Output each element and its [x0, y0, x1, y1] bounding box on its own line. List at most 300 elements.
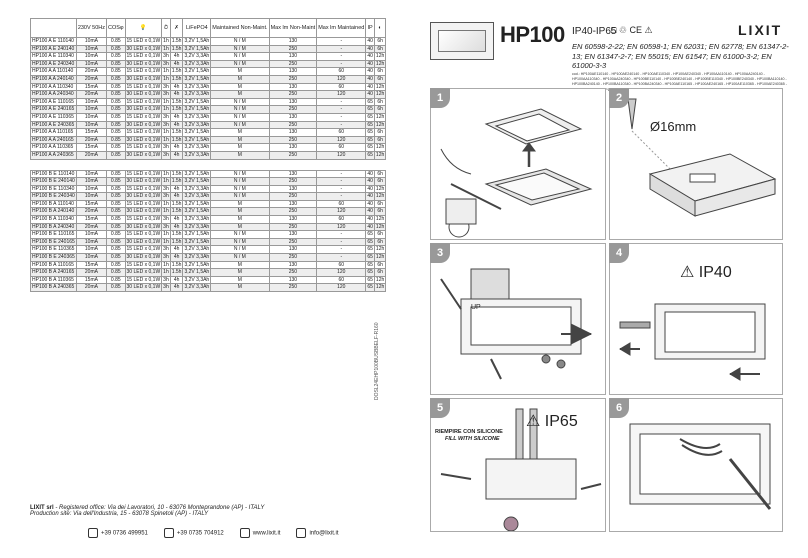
table-cell: 3h	[163, 60, 169, 67]
separator-cell	[31, 159, 386, 170]
table-cell: 120	[317, 223, 366, 231]
table-cell: 1.5h	[171, 106, 182, 113]
table-cell: 0.85	[107, 208, 126, 216]
table-cell: 10mA	[76, 53, 106, 61]
table-cell: 0.85	[107, 223, 126, 231]
table-row	[31, 144, 386, 152]
table-cell: 1.5h	[171, 136, 182, 143]
table-cell: 120	[317, 136, 366, 144]
table-row	[31, 238, 386, 246]
col-voltage: 230V 50Hz	[76, 19, 106, 38]
table-cell: -	[317, 178, 366, 186]
table-cell: 130	[269, 98, 317, 106]
spec-header-row	[31, 19, 386, 38]
table-cell: 250	[269, 193, 317, 201]
table-cell: 1.5h	[171, 238, 182, 245]
table-cell: 30 LED x 0,1W	[126, 121, 161, 128]
table-cell: 12h	[375, 83, 385, 90]
table-cell: 120	[317, 75, 366, 83]
table-cell: 6h	[374, 38, 385, 46]
table-cell: 6h	[374, 170, 385, 178]
table-cell: 3h	[163, 216, 169, 223]
table-cell: 65	[367, 121, 373, 128]
table-cell: HP100 A A 240365	[31, 151, 77, 159]
table-cell: 6h	[374, 98, 385, 106]
table-cell: 40	[367, 200, 373, 207]
table-cell: 3h	[163, 246, 169, 253]
table-cell: 6h	[374, 261, 385, 269]
table-cell: 3,2V 1,5Ah	[184, 129, 210, 136]
table-cell: 10mA	[76, 246, 106, 254]
table-cell: 250	[269, 238, 317, 246]
table-cell: N / M	[211, 185, 269, 193]
table-cell: -	[317, 45, 366, 53]
table-cell: 0.85	[107, 144, 126, 152]
table-cell: 12h	[375, 185, 385, 192]
table-cell: N / M	[211, 121, 269, 129]
table-cell: -	[317, 60, 366, 68]
contacts	[88, 528, 339, 538]
table-cell: 130	[269, 261, 317, 269]
table-row	[31, 284, 386, 292]
table-cell: 15 LED x 0,1W	[126, 216, 161, 223]
table-cell: 1.5h	[171, 38, 182, 44]
table-cell: 4h	[170, 83, 183, 91]
table-cell: 250	[269, 254, 317, 262]
brand-logo: LIXIT	[738, 22, 783, 38]
table-cell: 10mA	[76, 170, 106, 178]
table-row	[31, 170, 386, 178]
table-cell: 1h	[163, 68, 169, 75]
table-cell: 3h	[163, 276, 169, 283]
table-cell: 3,2V 1,5Ah	[184, 231, 210, 238]
table-cell: 20mA	[76, 151, 106, 159]
col-cos: COSφ	[107, 19, 126, 38]
product-codes: cod.: HP100AE110140 - HP100AE240140 - HP100AE110340 - HP100AE240340 - HP100AA110140 - HP100AA240140 - HP100AA110340 - HP100AA240340 - HP100BE110140 - HP100BE240140 - HP100BE110340 - HP100BE240340 - HP100BA110140 - HP100BA240140 - HP100BA110340 - HP100BA240340 - HP100AE110165 - HP100AE240165 - HP100AE110365 - HP100AE240365 -	[572, 72, 787, 87]
table-row	[31, 45, 386, 53]
website[interactable]: www.lixit.it	[252, 530, 281, 537]
table-cell: 1h	[163, 238, 169, 245]
table-cell: HP100 B A 110140	[31, 200, 77, 208]
table-cell: -	[317, 113, 366, 121]
table-cell: 3,2V 1,5Ah	[184, 106, 210, 113]
table-cell: 1h	[163, 106, 169, 113]
table-row	[31, 178, 386, 186]
up-label: UP	[471, 304, 481, 311]
table-cell: 40	[367, 178, 373, 185]
table-cell: 1.5h	[171, 170, 182, 177]
table-cell: 10mA	[76, 45, 106, 53]
table-cell: 1h	[163, 208, 169, 215]
table-cell: HP100 A E 240340	[31, 60, 77, 68]
table-cell: N / M	[211, 193, 269, 201]
remove-diffuser-illustration	[431, 89, 605, 239]
table-cell: 1h	[163, 231, 169, 238]
table-cell: 4h	[170, 91, 183, 99]
table-cell: 250	[269, 269, 317, 277]
table-cell: 1.5h	[171, 200, 182, 207]
table-cell: N / M	[211, 254, 269, 262]
table-cell: 15 LED x 0,1W	[126, 231, 161, 238]
table-cell: 0.85	[107, 38, 126, 46]
table-cell: 65	[367, 269, 373, 276]
table-cell: 3h	[163, 53, 169, 60]
table-cell: 15 LED x 0,1W	[126, 113, 161, 120]
col-battery: LiFePO4	[183, 19, 211, 38]
table-cell: 40	[367, 170, 373, 177]
table-cell: 0.85	[107, 185, 126, 193]
table-cell: 1h	[163, 178, 169, 185]
step-number: 5	[430, 398, 450, 418]
table-row	[31, 151, 386, 159]
table-cell: 250	[269, 106, 317, 114]
table-cell: 60	[317, 68, 366, 76]
table-cell: -	[317, 238, 366, 246]
table-cell: 6h	[374, 136, 385, 144]
table-cell: 3,2V 3,3Ah	[184, 223, 210, 230]
table-cell: 6h	[374, 75, 385, 83]
table-cell: 130	[269, 129, 317, 137]
table-cell: 65	[367, 238, 373, 245]
table-cell: 65	[367, 151, 373, 158]
table-cell: 10mA	[76, 113, 106, 121]
table-row	[31, 106, 386, 114]
table-row	[31, 75, 386, 83]
table-row	[31, 83, 386, 91]
table-cell: 20mA	[76, 91, 106, 99]
wiring-illustration	[610, 399, 782, 531]
table-cell: 10mA	[76, 121, 106, 129]
table-cell: 65	[367, 231, 373, 238]
table-cell: 6h	[374, 231, 385, 239]
table-cell: 12h	[375, 60, 385, 67]
table-cell: 1.5h	[171, 129, 182, 136]
ip65-label: IP65	[544, 413, 578, 430]
cable-entry-ip65-illustration	[431, 399, 605, 531]
table-cell: 12h	[375, 151, 385, 158]
table-cell: 15mA	[76, 83, 106, 91]
table-row	[31, 185, 386, 193]
table-cell: 3,2V 3,3Ah	[184, 151, 210, 158]
table-cell: 40	[367, 208, 373, 215]
table-cell: 10mA	[76, 193, 106, 201]
table-row	[31, 246, 386, 254]
table-cell: 1h	[163, 261, 169, 268]
table-cell: 30 LED x 0,1W	[126, 193, 161, 200]
table-cell: 6h	[374, 200, 385, 208]
table-cell: 10mA	[76, 98, 106, 106]
table-cell: 0.85	[107, 238, 126, 246]
table-cell: 3,2V 3,3Ah	[184, 246, 210, 253]
table-cell: N / M	[211, 238, 269, 246]
table-cell: 15 LED x 0,1W	[126, 129, 161, 136]
email-icon	[296, 528, 306, 538]
table-cell: 4h	[170, 254, 183, 262]
table-cell: 1.5h	[171, 231, 182, 238]
table-cell: N / M	[211, 106, 269, 114]
table-cell: 120	[317, 269, 366, 277]
table-cell: 40	[367, 185, 373, 192]
table-cell: N / M	[211, 45, 269, 53]
table-cell: N / M	[211, 38, 269, 46]
table-cell: 1h	[163, 129, 169, 136]
table-cell: 0.85	[107, 200, 126, 208]
col-clock-icon: ⏱	[162, 19, 171, 38]
table-cell: HP100 A E 240165	[31, 106, 77, 114]
table-cell: HP100 A A 240165	[31, 136, 77, 144]
table-cell: 3h	[163, 121, 169, 128]
table-cell: 20mA	[76, 284, 106, 292]
step-number: 6	[609, 398, 629, 418]
table-row	[31, 208, 386, 216]
table-cell: 250	[269, 91, 317, 99]
table-cell: 3h	[163, 83, 169, 90]
table-cell: HP100 B E 240340	[32, 193, 75, 200]
document-code: DOSL24EHP100BUSBBELF-R160	[374, 322, 380, 400]
step-number: 2	[609, 88, 629, 108]
table-cell: 4h	[170, 185, 183, 193]
table-cell: 1h	[163, 98, 169, 105]
table-cell: 3,2V 3,3Ah	[184, 254, 210, 261]
step-number: 3	[430, 243, 450, 263]
table-cell: 40	[367, 223, 373, 230]
table-cell: 60	[317, 216, 366, 224]
table-cell: 3,2V 3,3Ah	[184, 113, 210, 120]
table-cell: 30 LED x 0,1W	[126, 45, 161, 52]
table-cell: HP100 B A 240365	[31, 284, 77, 292]
table-cell: 30 LED x 0,1W	[126, 254, 161, 261]
table-cell: 250	[269, 45, 317, 53]
table-row	[31, 121, 386, 129]
table-cell: 1h	[163, 75, 169, 82]
table-cell: M	[211, 223, 269, 231]
table-cell: 30 LED x 0,1W	[126, 136, 161, 143]
table-cell: 65	[367, 284, 373, 291]
footer	[30, 505, 264, 517]
table-cell: 4h	[170, 246, 183, 254]
table-cell: -	[317, 53, 366, 61]
table-cell: HP100 B E 110365	[32, 246, 75, 253]
table-cell: M	[211, 200, 269, 208]
table-cell: HP100 A E 240140	[31, 45, 77, 53]
table-cell: HP100 B A 110340	[31, 216, 77, 224]
table-cell: 40	[367, 91, 373, 98]
table-cell: 15mA	[76, 276, 106, 284]
table-cell: 12h	[375, 193, 385, 200]
phone-2: +39 0735 704912	[176, 530, 224, 537]
table-cell: 40	[367, 60, 373, 67]
table-cell: N / M	[211, 246, 269, 254]
silicone-it: RIEMPIRE CON SILICONE	[435, 429, 503, 435]
table-cell: 3,2V 1,5Ah	[184, 68, 210, 75]
table-cell: 0.85	[107, 276, 126, 284]
table-cell: 20mA	[76, 68, 106, 76]
table-cell: 0.85	[107, 269, 126, 277]
table-cell: 6h	[374, 208, 385, 216]
table-cell: -	[317, 170, 366, 178]
table-cell: 4h	[170, 113, 183, 121]
silicone-en: FILL WITH SILICONE	[445, 436, 500, 442]
table-cell: -	[317, 38, 366, 46]
norms: EN 60598-2-22; EN 60598-1; EN 62031; EN 62778; EN 61347-2-13; EN 61347-2-7; EN 55015; EN 61547; EN 61000-3-2; EN 61000-3-3	[572, 42, 789, 70]
table-cell: 0.85	[107, 53, 126, 61]
table-cell: 15mA	[76, 144, 106, 152]
table-cell: 6h	[374, 269, 385, 277]
table-cell: 130	[269, 144, 317, 152]
table-cell: 3,2V 3,3Ah	[184, 83, 210, 90]
table-cell: 3h	[163, 185, 169, 192]
table-cell: -	[317, 231, 366, 239]
table-separator	[31, 159, 386, 170]
table-cell: 15 LED x 0,1W	[126, 53, 161, 60]
table-row	[31, 216, 386, 224]
table-cell: 130	[269, 216, 317, 224]
table-cell: 12h	[375, 216, 385, 223]
product-title: HP100	[500, 22, 565, 47]
table-cell: 0.85	[107, 246, 126, 254]
table-cell: M	[211, 129, 269, 137]
table-cell: 12h	[375, 246, 385, 253]
table-cell: 3,2V 1,5Ah	[184, 261, 210, 268]
table-cell: 15 LED x 0,1W	[126, 38, 161, 44]
table-cell: 15 LED x 0,1W	[126, 261, 161, 268]
table-cell: 130	[269, 276, 317, 284]
table-cell: 30 LED x 0,1W	[126, 178, 161, 185]
table-cell: HP100 A A 110340	[31, 83, 77, 91]
table-cell: HP100 A E 110340	[31, 53, 77, 61]
table-cell: 4h	[170, 193, 183, 201]
table-cell: 0.85	[107, 98, 126, 106]
table-cell: 12h	[375, 254, 385, 261]
table-row	[31, 60, 386, 68]
col-led-icon: 💡	[125, 19, 162, 38]
table-row	[31, 38, 386, 46]
email[interactable]: info@lixit.it	[309, 530, 339, 537]
table-cell: 6h	[374, 68, 385, 76]
table-cell: 3,2V 1,5Ah	[184, 178, 210, 185]
table-row	[31, 200, 386, 208]
table-cell: 6h	[374, 178, 385, 186]
col-lm-m: Max lm Maintained	[317, 19, 366, 38]
mount-wall-illustration	[431, 244, 605, 394]
table-cell: -	[317, 98, 366, 106]
table-cell: 250	[269, 223, 317, 231]
table-cell: 130	[269, 68, 317, 76]
table-cell: 1.5h	[171, 68, 182, 75]
table-cell: 3h	[163, 223, 169, 230]
table-cell: HP100 B A 240140	[31, 208, 77, 216]
table-cell: 3h	[163, 91, 169, 98]
table-cell: 4h	[170, 60, 183, 68]
table-cell: 10mA	[76, 238, 106, 246]
table-cell: 0.85	[107, 170, 126, 178]
table-cell: 65	[367, 98, 373, 105]
table-cell: 65	[367, 129, 373, 136]
table-cell: 10mA	[76, 231, 106, 239]
table-cell: 1.5h	[171, 75, 182, 82]
table-cell: 0.85	[107, 60, 126, 68]
table-cell: HP100 A A 240140	[31, 75, 77, 83]
table-cell: 120	[317, 151, 366, 159]
table-cell: 12h	[375, 113, 385, 120]
table-cell: HP100 B E 110165	[32, 231, 75, 238]
table-cell: HP100 B E 110340	[32, 185, 75, 192]
table-cell: HP100 A E 110140	[31, 38, 77, 46]
product-thumbnail	[430, 22, 494, 60]
table-cell: 12h	[375, 144, 385, 151]
table-cell: HP100 A A 110165	[31, 129, 77, 137]
table-cell: 30 LED x 0,1W	[126, 223, 161, 230]
table-cell: 4h	[170, 223, 183, 231]
table-cell: M	[211, 208, 269, 216]
table-row	[31, 269, 386, 277]
phone-1: +39 0736 499951	[101, 530, 148, 537]
table-cell: HP100 B E 240140	[32, 178, 75, 185]
table-cell: 1h	[163, 38, 169, 44]
table-cell: 15 LED x 0,1W	[126, 200, 161, 207]
table-cell: M	[211, 216, 269, 224]
table-cell: 20mA	[76, 269, 106, 277]
table-cell: 12h	[375, 223, 385, 230]
table-cell: 30 LED x 0,1W	[126, 238, 161, 245]
table-row	[31, 91, 386, 99]
table-cell: 40	[367, 45, 373, 52]
table-cell: 15 LED x 0,1W	[126, 83, 161, 90]
col-lm-nm: Max lm Non-Maint	[269, 19, 317, 38]
drill-base-illustration	[610, 89, 782, 239]
table-cell: 65	[367, 113, 373, 120]
table-cell: 3h	[163, 151, 169, 158]
table-cell: 0.85	[107, 106, 126, 114]
table-cell: 3,2V 3,3Ah	[184, 60, 210, 67]
col-model	[31, 19, 77, 38]
table-cell: 250	[269, 151, 317, 159]
table-cell: HP100 B A 110365	[31, 276, 77, 284]
table-cell: 12h	[375, 121, 385, 128]
table-cell: N / M	[211, 113, 269, 121]
table-cell: 40	[367, 216, 373, 223]
table-cell: 60	[317, 144, 366, 152]
table-cell: HP100 B E 110140	[32, 170, 75, 177]
table-cell: 60	[317, 83, 366, 91]
table-row	[31, 231, 386, 239]
table-cell: 1.5h	[171, 208, 182, 215]
table-cell: 20mA	[76, 208, 106, 216]
table-cell: 12h	[375, 91, 385, 98]
table-cell: 1h	[163, 200, 169, 207]
table-cell: 3,2V 3,3Ah	[184, 216, 210, 223]
table-cell: 250	[269, 178, 317, 186]
table-cell: 0.85	[107, 193, 126, 201]
table-cell: 65	[367, 276, 373, 283]
panel-2	[609, 88, 783, 240]
table-cell: 15mA	[76, 216, 106, 224]
table-cell: 30 LED x 0,1W	[126, 75, 161, 82]
table-cell: M	[211, 75, 269, 83]
table-cell: 40	[367, 38, 373, 44]
table-cell: HP100 B A 110165	[31, 261, 77, 269]
table-cell: N / M	[211, 98, 269, 106]
table-cell: 1.5h	[171, 178, 182, 185]
table-cell: 10mA	[76, 254, 106, 262]
table-cell: 250	[269, 284, 317, 292]
table-cell: 3,2V 3,3Ah	[184, 284, 210, 291]
table-cell: 0.85	[107, 75, 126, 83]
table-row	[31, 113, 386, 121]
table-cell: HP100 A A 110140	[31, 68, 77, 76]
table-cell: M	[211, 269, 269, 277]
table-cell: 3h	[163, 193, 169, 200]
